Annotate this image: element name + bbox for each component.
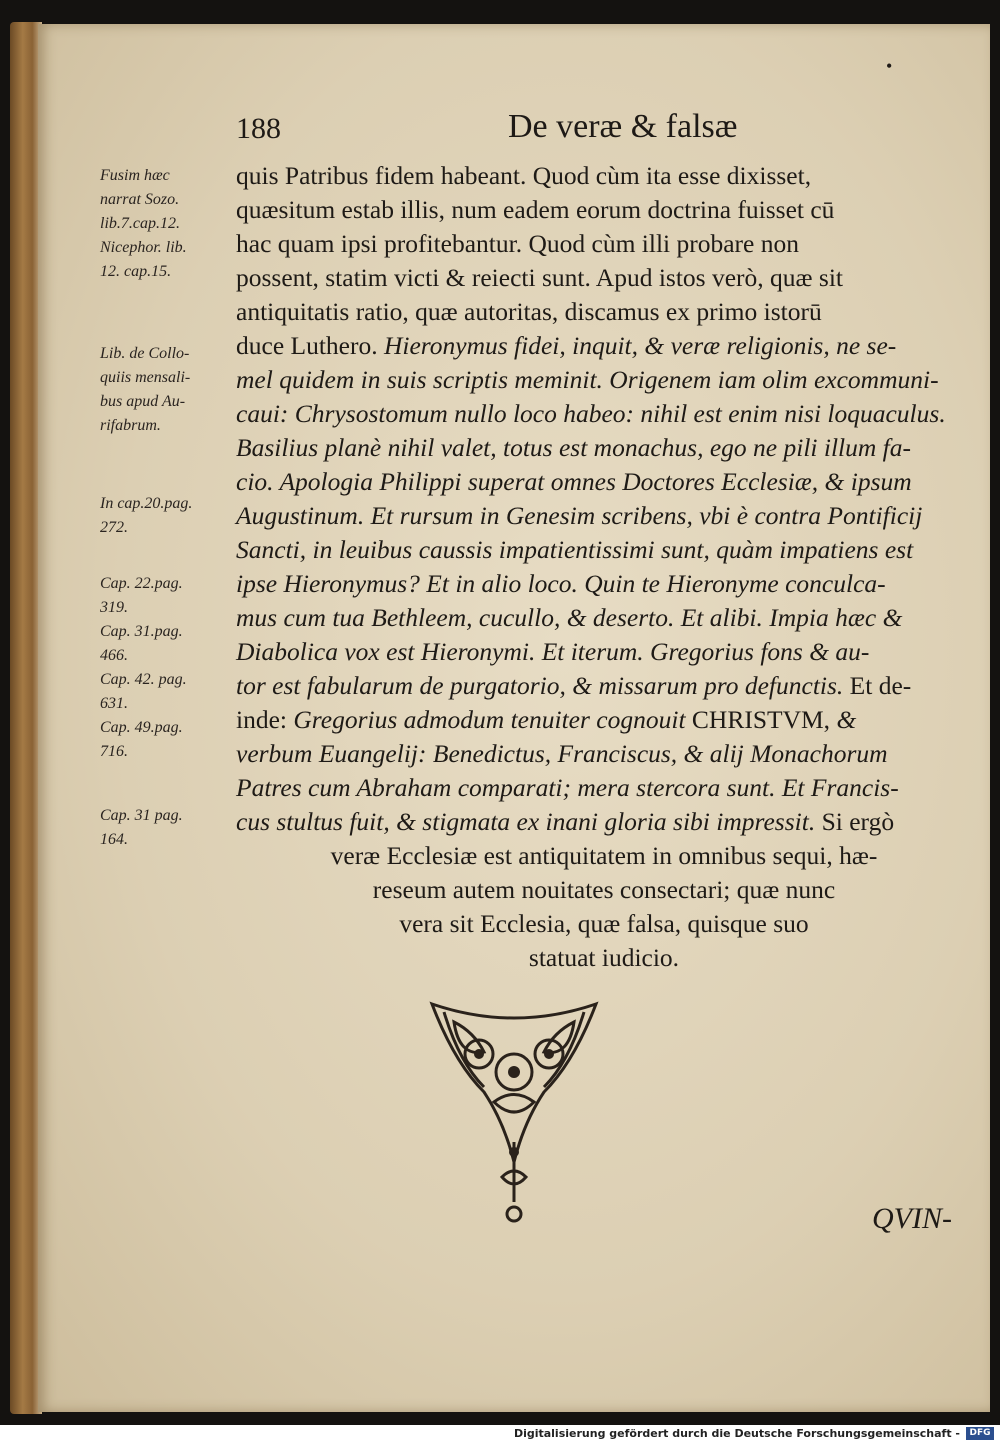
body-segment: Et de- <box>843 671 912 700</box>
closing-line: vera sit Ecclesia, quæ falsa, quisque suo <box>399 909 809 938</box>
body-line <box>236 431 911 465</box>
body-line <box>236 669 911 703</box>
body-line <box>236 295 822 329</box>
body-segment: Augustinum. Et rursum in Genesim scribens, vbi è contra Pontificij <box>236 501 923 530</box>
marginal-note-line: Lib. de Collo- <box>100 345 190 362</box>
marginal-note-line: 319. <box>100 599 128 616</box>
body-segment: tor est fabularum de purgatorio, & missarum pro defunctis. <box>236 671 844 700</box>
marginal-note-line: 272. <box>100 519 128 536</box>
dfg-logo: DFG <box>966 1427 994 1440</box>
marginal-note-line: quiis mensali- <box>100 369 191 386</box>
body-line <box>236 703 856 737</box>
body-line <box>236 397 946 431</box>
body-line <box>236 329 896 363</box>
body-segment: cus stultus fuit, & stigmata ex inani gloria sibi impressit. <box>236 807 816 836</box>
running-head: De veræ & falsæ <box>508 108 738 145</box>
body-line <box>236 261 843 295</box>
page-number: 188 <box>236 112 281 145</box>
marginal-note-line: Cap. 49.pag. <box>100 719 183 736</box>
body-line <box>236 635 869 669</box>
body-segment: Diabolica vox est Hieronymi. Et iterum. Gregorius fons & au- <box>236 637 870 666</box>
closing-line: reseum autem nouitates consectari; quæ nunc <box>372 875 836 904</box>
body-segment: Patres cum Abraham comparati; mera stercora sunt. Et Francis- <box>236 773 899 802</box>
closing-line: veræ Ecclesiæ est antiquitatem in omnibus sequi, hæ- <box>330 841 878 870</box>
body-segment: quæsitum estab illis, num eadem eorum doctrina fuisset cū <box>236 195 835 224</box>
body-segment: cio. Apologia Philippi superat omnes Doctores Ecclesiæ, & ipsum <box>236 467 912 496</box>
footer-bar <box>0 1425 1000 1443</box>
marginal-note-line: 164. <box>100 831 128 848</box>
marginal-note-line: lib.7.cap.12. <box>100 215 180 232</box>
marginal-note-line: 12. cap.15. <box>100 263 172 280</box>
closing-line: statuat iudicio. <box>528 943 680 972</box>
body-segment: hac quam ipsi profitebantur. Quod cùm illi probare non <box>236 229 799 258</box>
marginal-note-line: 466. <box>100 647 128 664</box>
body-segment: inde: <box>236 705 294 734</box>
body-segment: & <box>836 705 857 734</box>
marginal-note-line: Cap. 22.pag. <box>100 575 183 592</box>
body-segment: ipse Hieronymus? Et in alio loco. Quin te Hieronyme conculca- <box>236 569 886 598</box>
body-line <box>236 193 834 227</box>
marginal-note-line: Cap. 42. pag. <box>100 671 187 688</box>
body-segment: Sancti, in leuibus caussis impatientissimi sunt, quàm impatiens est <box>236 535 914 564</box>
body-line <box>236 805 894 839</box>
top-mark: • <box>886 56 893 76</box>
body-line <box>236 737 888 771</box>
marginal-note-line: 631. <box>100 695 128 712</box>
body-segment: CHRISTVM, <box>691 705 837 734</box>
body-line <box>236 567 886 601</box>
book-page <box>38 24 990 1412</box>
footer-text: Digitalisierung gefördert durch die Deutsche Forschungsgemeinschaft - <box>513 1427 960 1440</box>
body-segment: Hieronymus fidei, inquit, & veræ religionis, ne se- <box>383 331 897 360</box>
catchword: QVIN- <box>872 1202 952 1235</box>
ornament-icon <box>424 992 604 1228</box>
body-segment: caui: Chrysostomum nullo loco habeo: nihil est enim nisi loquaculus. <box>236 399 946 428</box>
body-segment: duce Luthero. <box>236 331 384 360</box>
body-line <box>236 771 899 805</box>
body-segment: Gregorius admodum tenuiter cognouit <box>293 705 692 734</box>
marginal-note-line: In cap.20.pag. <box>100 495 193 512</box>
body-line <box>236 465 912 499</box>
body-segment: mel quidem in suis scriptis meminit. Origenem iam olim excommuni- <box>236 365 939 394</box>
body-segment: verbum Euangelij: Benedictus, Franciscus, & alij Monachorum <box>236 739 888 768</box>
marginal-note-line: Nicephor. lib. <box>100 239 187 256</box>
marginal-note-line: Fusim hæc <box>100 167 170 184</box>
body-segment: possent, statim victi & reiecti sunt. Apud istos verò, quæ sit <box>236 263 844 292</box>
marginal-note-line: 716. <box>100 743 128 760</box>
body-segment: antiquitatis ratio, quæ autoritas, discamus ex primo istorū <box>236 297 822 326</box>
body-segment: mus cum tua Bethleem, cucullo, & deserto. Et alibi. Impia hæc & <box>236 603 903 632</box>
body-line <box>236 159 811 193</box>
marginal-note-line: narrat Sozo. <box>100 191 180 208</box>
body-segment: Si ergò <box>815 807 895 836</box>
body-line <box>236 227 799 261</box>
marginal-note-line: Cap. 31.pag. <box>100 623 183 640</box>
body-line <box>236 363 939 397</box>
body-line <box>236 499 922 533</box>
body-segment: quis Patribus fidem habeant. Quod cùm ita esse dixisset, <box>236 161 812 190</box>
marginal-note-line: bus apud Au- <box>100 393 186 410</box>
body-segment: Basilius planè nihil valet, totus est monachus, ego ne pili illum fa- <box>236 433 911 462</box>
marginal-note-line: Cap. 31 pag. <box>100 807 183 824</box>
marginal-note-line: rifabrum. <box>100 417 161 434</box>
body-line <box>236 533 913 567</box>
body-line <box>236 601 902 635</box>
